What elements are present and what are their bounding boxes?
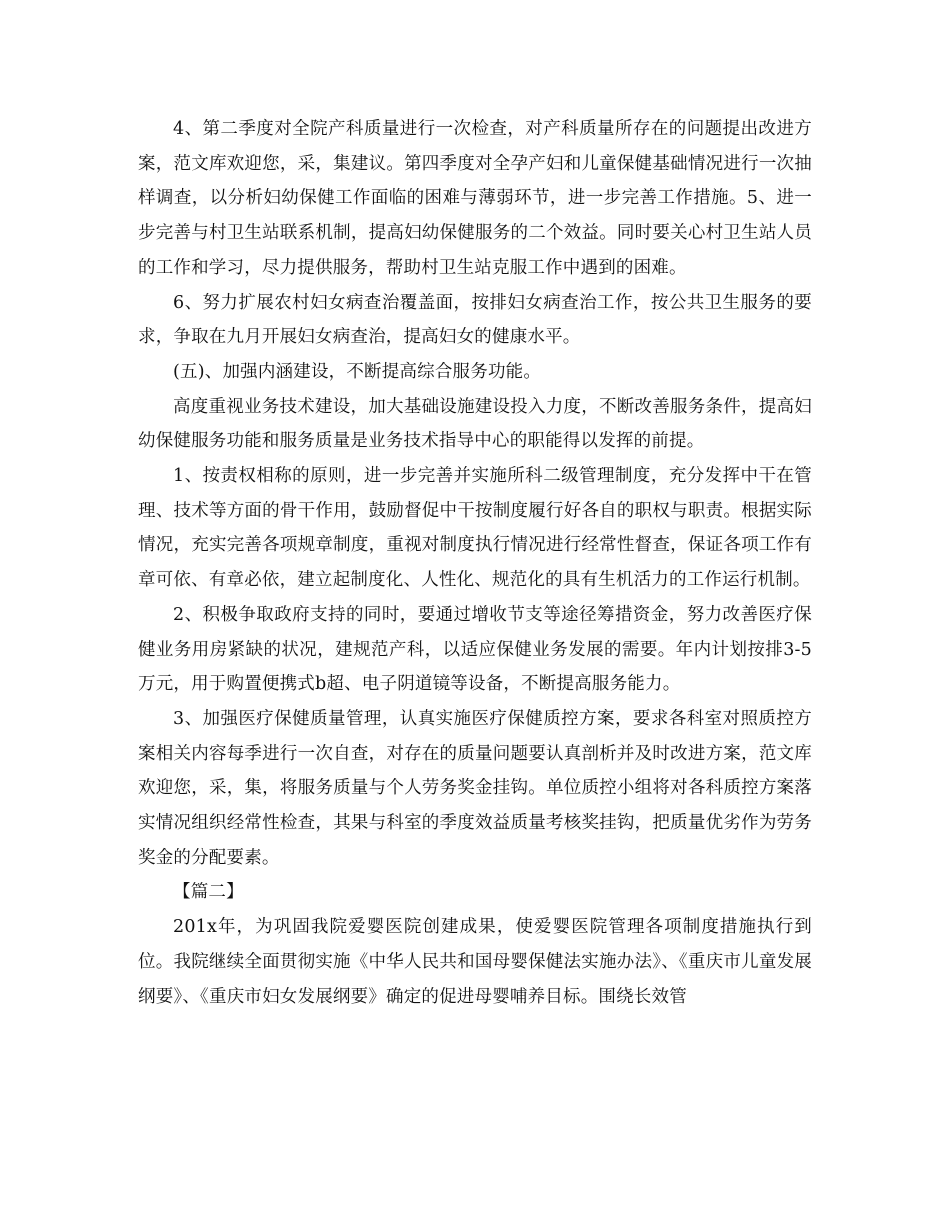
document-body [138, 112, 812, 1014]
paragraph-item-3-quality: 3、加强医疗保健质量管理，认真实施医疗保健质控方案，要求各科室对照质控方案相关内容每季进行一次自查，对存在的质量问题要认真剖析并及时改进方案，范文库欢迎您，采，集，将服务质量与个人劳务奖金挂钩。单位质控小组将对各科质控方案落实情况组织经常性检查，其果与科室的季度效益质量考核奖挂钩，把质量优劣作为劳务奖金的分配要素。 [138, 708, 812, 868]
paragraph-infrastructure: 高度重视业务技术建设，加大基础设施建设投入力度，不断改善服务条件，提高妇幼保健服务功能和服务质量是业务技术指导中心的职能得以发挥的前提。 [138, 396, 812, 452]
section-heading-5: (五)、加强内涵建设，不断提高综合服务功能。 [173, 361, 542, 382]
paragraph-item-4-season-check: 4、第二季度对全院产科质量进行一次检查，对产科质量所存在的问题提出改进方案，范文库欢迎您，采，集建议。第四季度对全孕产妇和儿童保健基础情况进行一次抽样调查，以分析妇幼保健工作面临的困难与薄弱环节，进一步完善工作措施。5、进一步完善与村卫生站联系机制，提高妇幼保健服务的二个效益。同时要关心村卫生站人员的工作和学习，尽力提供服务，帮助村卫生站克服工作中遇到的困难。 [138, 119, 812, 278]
paragraph-item-1-management: 1、按责权相称的原则，进一步完善并实施所科二级管理制度，充分发挥中干在管理、技术等方面的骨干作用，鼓励督促中干按制度履行好各自的职权与职责。根据实际情况，充实完善各项规章制度，重视对制度执行情况进行经常性督查，保证各项工作有章可依、有章必依，建立起制度化、人性化、规范化的具有生机活力的工作运行机制。 [138, 466, 812, 591]
paragraph-item-6-womens-disease: 6、努力扩展农村妇女病查治覆盖面，按排妇女病查治工作，按公共卫生服务的要求，争取在九月开展妇女病查治，提高妇女的健康水平。 [138, 292, 812, 348]
section-heading-part-two: 【篇二】 [173, 882, 244, 903]
paragraph-201x-intro: 201x年，为巩固我院爱婴医院创建成果，使爱婴医院管理各项制度措施执行到位。我院继续全面贯彻实施《中华人民共和国母婴保健法实施办法》、《重庆市儿童发展纲要》、《重庆市妇女发展纲要》确定的促进母婴哺养目标。围绕长效管 [138, 917, 812, 1007]
paragraph-item-2-funding: 2、积极争取政府支持的同时，要通过增收节支等途径筹措资金，努力改善医疗保健业务用房紧缺的状况，建规范产科，以适应保健业务发展的需要。年内计划按排3-5万元，用于购置便携式b超、电子阴道镜等设备，不断提高服务能力。 [138, 604, 812, 695]
